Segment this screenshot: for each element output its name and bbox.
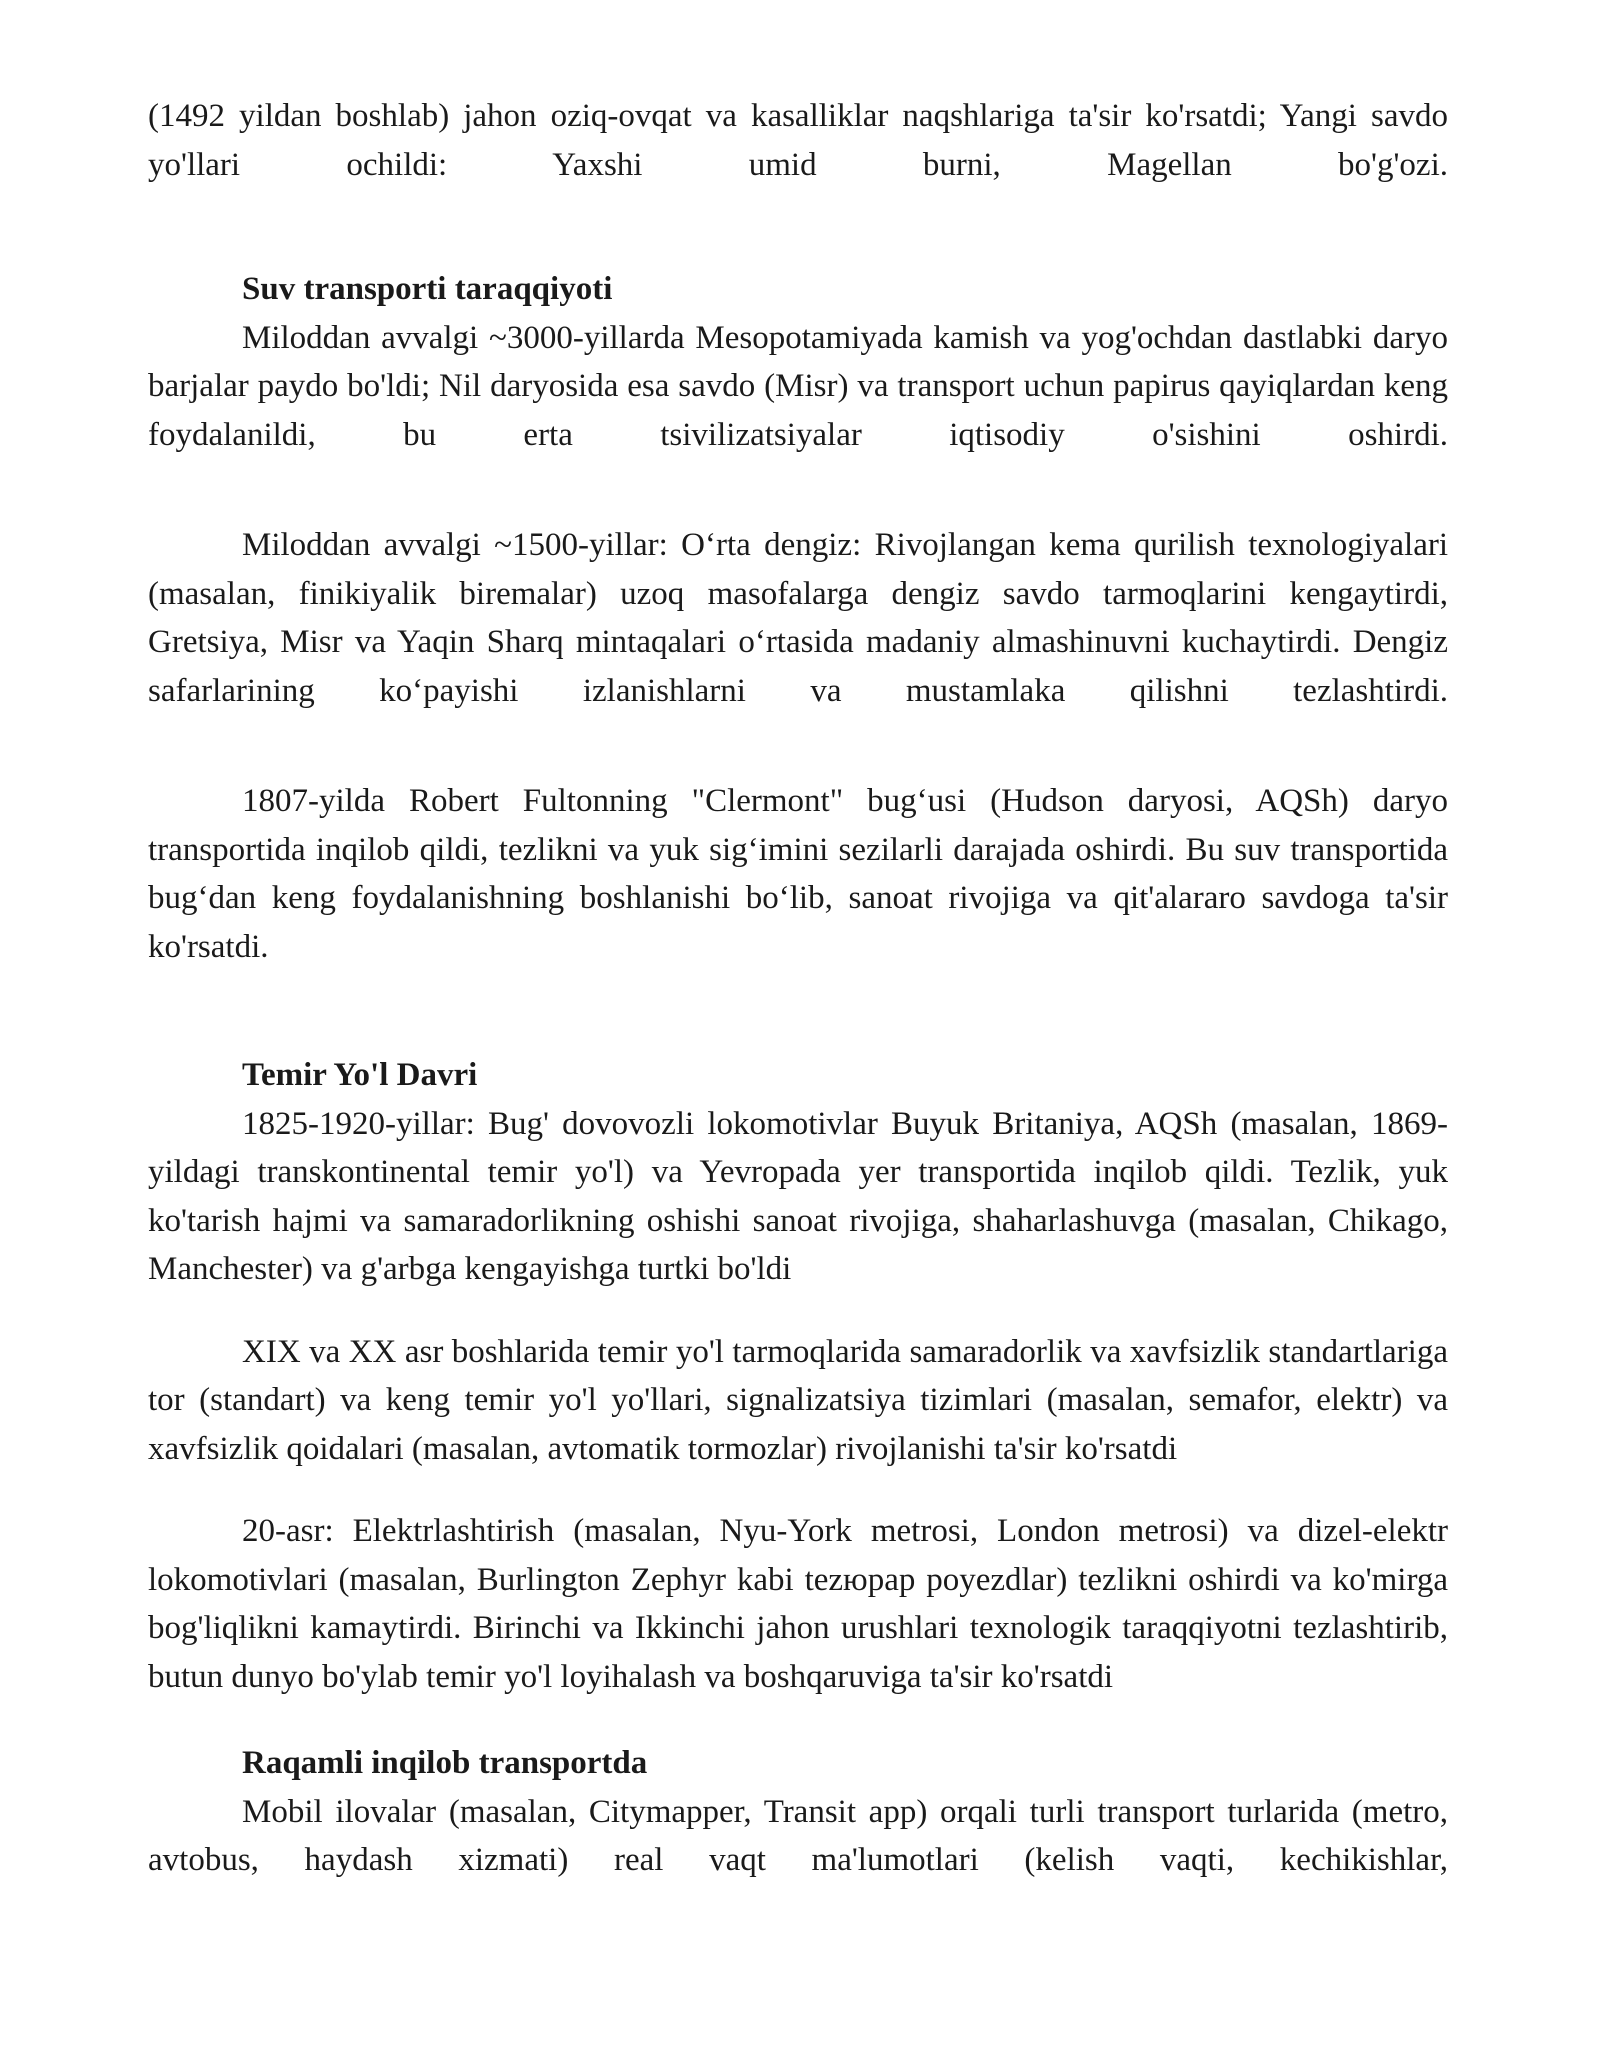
water-paragraph-2: Miloddan avvalgi ~1500-yillar: O‘rta dengiz: Rivojlangan kema qurilish texnologiyalari (masalan, finikiyalik biremalar) uzoq masofalarga dengiz savdo tarmoqlarini kengaytirdi, Gretsiya, Misr va Yaqin Sharq mintaqalari o‘rtasida madaniy almashinuvni kuchaytirdi. Dengiz safarlarining ko‘payishi izlanishlarni va mustamlaka qilishni tezlashtirdi. [148, 527, 1448, 709]
document-page [148, 92, 1448, 1885]
heading-digital-revolution: Raqamli inqilob transportda [242, 1745, 648, 1781]
water-paragraph-3: 1807-yilda Robert Fultonning "Clermont" bug‘usi (Hudson daryosi, AQSh) daryo transportida inqilob qildi, tezlikni va yuk sig‘imini sezilarli darajada oshirdi. Bu suv transportida bug‘dan keng foydalanishning boshlanishi bo‘lib, sanoat rivojiga va qit'alararo savdoga ta'sir ko'rsatdi. [148, 783, 1448, 965]
heading-railway-era: Temir Yo'l Davri [242, 1057, 478, 1093]
water-paragraph-1: Miloddan avvalgi ~3000-yillarda Mesopotamiyada kamish va yog'ochdan dastlabki daryo barjalar paydo bo'ldi; Nil daryosida esa savdo (Misr) va transport uchun papirus qayiqlardan keng foydalanildi, bu erta tsivilizatsiyalar iqtisodiy o'sishini oshirdi. [148, 319, 1448, 453]
rail-paragraph-1: 1825-1920-yillar: Bug' dovovozli lokomotivlar Buyuk Britaniya, AQSh (masalan, 1869-yildagi transkontinental temir yo'l) va Yevropada yer transportida inqilob qildi. Tezlik, yuk ko'tarish hajmi va samaradorlikning oshishi sanoat rivojiga, shaharlashuvga (masalan, Chikago, Manchester) va g'arbga kengayishga turtki bo'ldi [148, 1105, 1448, 1287]
intro-paragraph: (1492 yildan boshlab) jahon oziq-ovqat va kasalliklar naqshlariga ta'sir ko'rsatdi; Yangi savdo yo'llari ochildi: Yaxshi umid burni, Magellan bo'g'ozi. [148, 98, 1448, 183]
rail-paragraph-2: XIX va XX asr boshlarida temir yo'l tarmoqlarida samaradorlik va xavfsizlik standartlariga tor (standart) va keng temir yo'l yo'llari, signalizatsiya tizimlari (masalan, semafor, elektr) va xavfsizlik qoidalari (masalan, avtomatik tormozlar) rivojlanishi ta'sir ko'rsatdi [148, 1333, 1448, 1467]
heading-water-transport: Suv transporti taraqqiyoti [242, 271, 613, 307]
digital-paragraph-1: Mobil ilovalar (masalan, Citymapper, Transit app) orqali turli transport turlarida (metro, avtobus, haydash xizmati) real vaqt ma'lumotlari (kelish vaqti, kechikishlar, [148, 1793, 1448, 1878]
rail-paragraph-3: 20-asr: Elektrlashtirish (masalan, Nyu-York metrosi, London metrosi) va dizel-elektr lokomotivlari (masalan, Burlington Zephyr kabi tezюрap poyezdlar) tezlikni oshirdi va ko'mirga bog'liqlikni kamaytirdi. Birinchi va Ikkinchi jahon urushlari texnologik taraqqiyotni tezlashtirib, butun dunyo bo'ylab temir yo'l loyihalash va boshqaruviga ta'sir ko'rsatdi [148, 1513, 1448, 1695]
